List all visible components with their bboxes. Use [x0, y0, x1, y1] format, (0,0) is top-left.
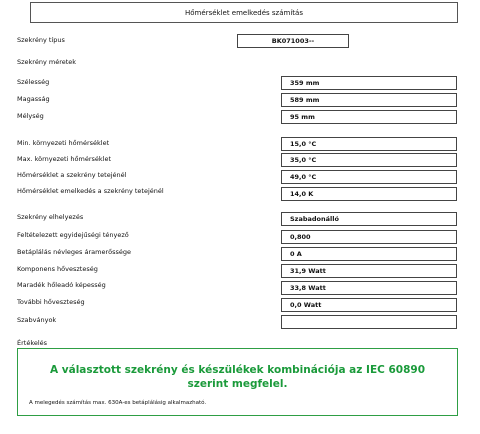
min-ambient-temp-label: Min. környezeti hőmérséklet — [17, 139, 110, 147]
simultaneity-factor-field[interactable]: 0,800 — [281, 230, 457, 244]
top-temp-field[interactable]: 49,0 °C — [281, 170, 457, 184]
other-heat-loss-field[interactable]: 0,0 Watt — [281, 298, 457, 312]
dimensions-heading: Szekrény méretek — [17, 58, 77, 66]
top-temp-label: Hőmérséklet a szekrény tetejénél — [17, 171, 127, 179]
evaluation-panel — [17, 348, 458, 416]
cabinet-type-field[interactable]: BK071003-- — [237, 34, 349, 48]
max-ambient-temp-field[interactable]: 35,0 °C — [281, 153, 457, 167]
cabinet-type-label: Szekrény típus — [17, 36, 65, 44]
rated-current-field[interactable]: 0 A — [281, 247, 457, 261]
width-field[interactable]: 359 mm — [281, 76, 457, 90]
top-temp-rise-field[interactable]: 14,0 K — [281, 187, 457, 201]
height-label: Magasság — [17, 95, 50, 103]
height-field[interactable]: 589 mm — [281, 93, 457, 107]
min-ambient-temp-field[interactable]: 15,0 °C — [281, 137, 457, 151]
simultaneity-factor-label: Feltételezett egyidejűségi tényező — [17, 231, 129, 239]
depth-label: Mélység — [17, 112, 44, 120]
component-heat-loss-field[interactable]: 31,9 Watt — [281, 264, 457, 278]
evaluation-label: Értékelés — [17, 339, 48, 347]
standards-field[interactable] — [281, 315, 457, 329]
standards-label: Szabványok — [17, 316, 57, 324]
other-heat-loss-label: További hőveszteség — [17, 298, 85, 306]
depth-field[interactable]: 95 mm — [281, 110, 457, 124]
max-ambient-temp-label: Max. környezeti hőmérséklet — [17, 155, 112, 163]
evaluation-note: A melegedés számítás max. 630A-es betáplálásig alkalmazható. — [29, 400, 207, 406]
placement-label: Szekrény elhelyezés — [17, 213, 84, 221]
evaluation-result: A választott szekrény és készülékek kombinációja az IEC 60890 szerint megfelel. — [49, 364, 426, 390]
remaining-capacity-label: Maradék hőleadó képesség — [17, 281, 106, 289]
width-label: Szélesség — [17, 78, 50, 86]
component-heat-loss-label: Komponens hőveszteség — [17, 265, 98, 273]
placement-field[interactable]: Szabadonálló — [281, 212, 457, 226]
rated-current-label: Betáplálás névleges áramerőssége — [17, 248, 132, 256]
top-temp-rise-label: Hőmérséklet emelkedés a szekrény tetejénél — [17, 187, 164, 195]
page-title: Hőmérséklet emelkedés számítás — [30, 2, 458, 23]
remaining-capacity-field[interactable]: 33,8 Watt — [281, 281, 457, 295]
